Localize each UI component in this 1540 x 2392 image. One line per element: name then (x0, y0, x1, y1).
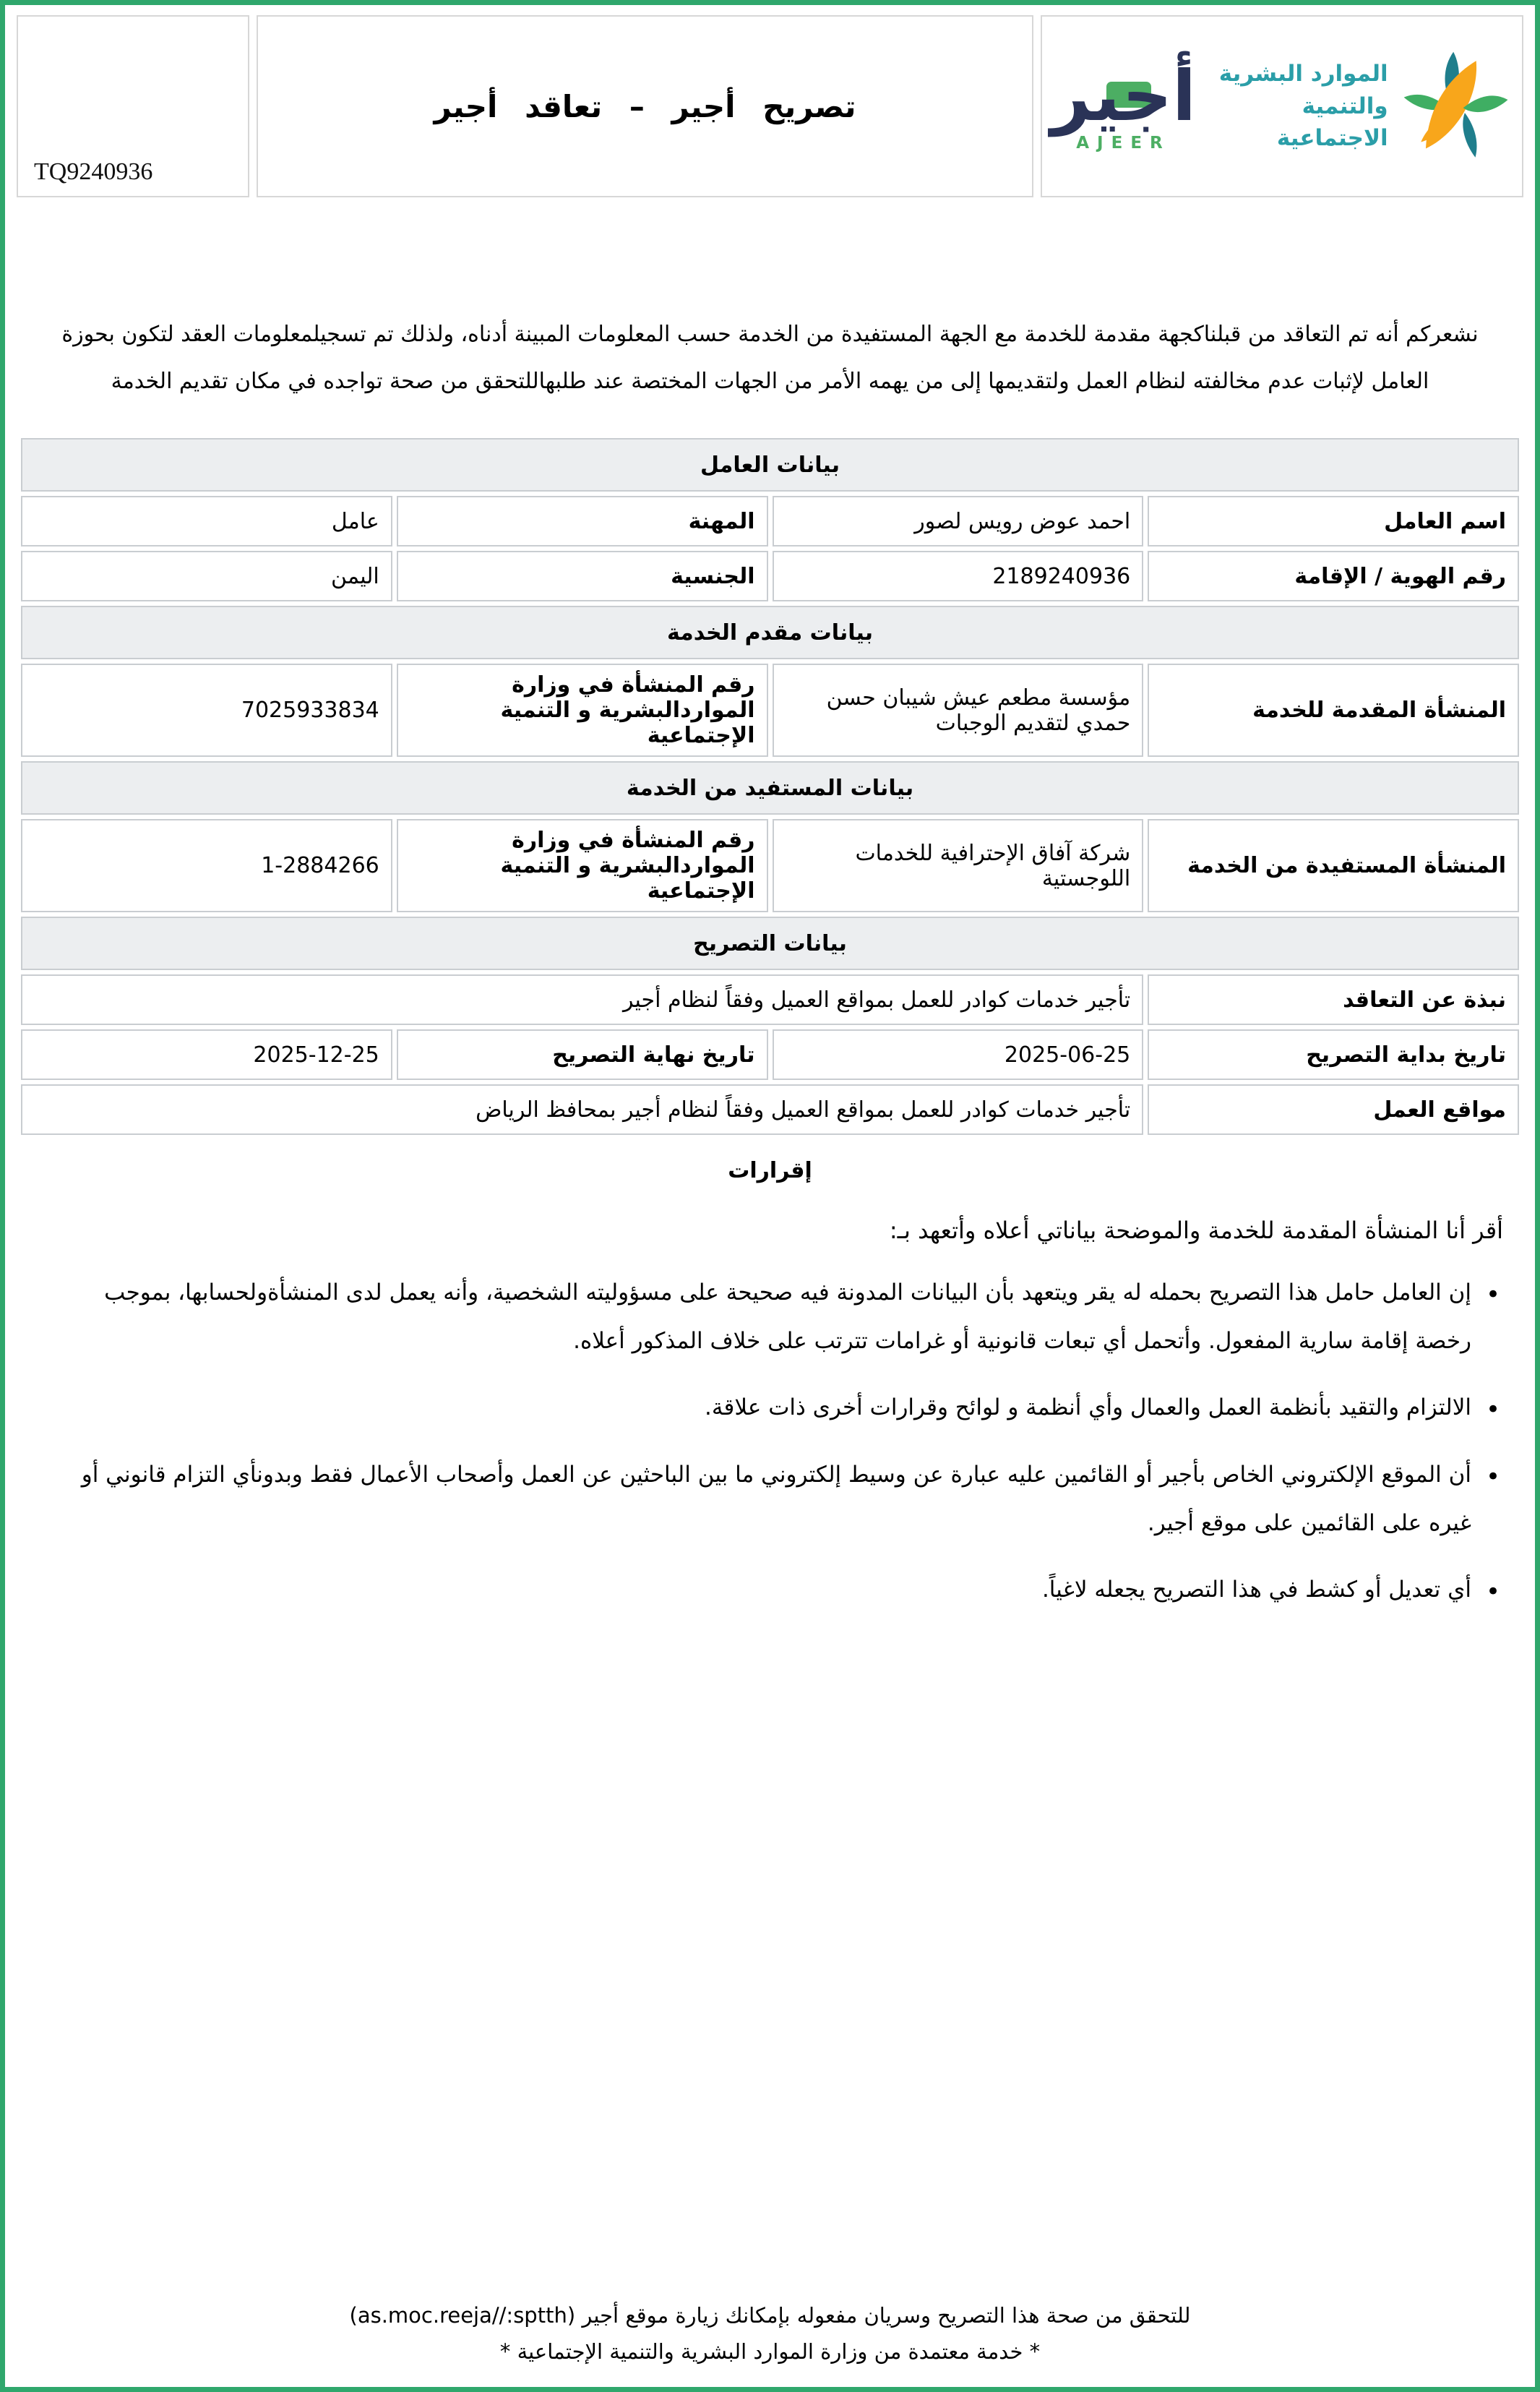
permit-start-value: 2025-06-25 (773, 1029, 1144, 1080)
permit-end-label: تاريخ نهاية التصريح (397, 1029, 768, 1080)
permit-data-table (17, 434, 1523, 1139)
permit-locations-value: تأجير خدمات كوادر للعمل بمواقع العميل وفقاً لنظام أجير بمحافظ الرياض (21, 1084, 1143, 1135)
provider-number-label: رقم المنشأة في وزارة المواردالبشرية و التنمية الإجتماعية (397, 664, 768, 757)
table-row (21, 496, 1519, 546)
beneficiary-name-label: المنشأة المستفيدة من الخدمة (1148, 819, 1519, 912)
provider-name-value: مؤسسة مطعم عيش شيبان حسن حمدي لتقديم الوجبات (773, 664, 1144, 757)
permit-summary-value: تأجير خدمات كوادر للعمل بمواقع العميل وفقاً لنظام أجير (21, 974, 1143, 1025)
ajeer-wordmark-icon: أجير (1051, 55, 1196, 137)
permit-summary-label: نبذة عن التعاقد (1148, 974, 1519, 1025)
provider-number-value: 7025933834 (21, 664, 392, 757)
mhrsd-palm-emblem-icon (1400, 46, 1513, 167)
worker-nationality-label: الجنسية (397, 551, 768, 601)
provider-section-title: بيانات مقدم الخدمة (21, 606, 1519, 659)
worker-name-label: اسم العامل (1148, 496, 1519, 546)
permit-end-value: 2025-12-25 (21, 1029, 392, 1080)
table-row (21, 551, 1519, 601)
declaration-item: • إن العامل حامل هذا التصريح بحمله له يقر ويتعهد بأن البيانات المدونة فيه صحيحة على مسؤوليته الشخصية، وأنه يعمل لدى المنشأةولحسابها، بموجب رخصة إقامة سارية المفعول. وأتحمل أي تبعات قانونية أو غرامات تترتب على خلاف المذكور أعلاه. (70, 1269, 1503, 1365)
beneficiary-section-row (21, 761, 1519, 815)
ministry-logo (1196, 46, 1513, 167)
ajeer-latin-label: AJEER (1076, 134, 1171, 153)
table-row (21, 664, 1519, 757)
table-row (21, 974, 1519, 1025)
worker-id-label: رقم الهوية / الإقامة (1148, 551, 1519, 601)
ministry-name-line2: والتنمية الاجتماعية (1276, 93, 1388, 152)
ajeer-logo (1051, 55, 1196, 153)
verify-line: للتحقق من صحة هذا التصريح وسريان مفعوله بإمكانك زيارة موقع أجير (as.moc.reeja//:sptth) (349, 2303, 1191, 2328)
declaration-item: • أن الموقع الإلكتروني الخاص بأجير أو القائمين عليه عبارة عن وسيط إلكتروني ما بين الباحثين عن العمل وأصحاب الأعمال فقط وبدونأي التزام قانوني أو غيره على القائمين على موقع أجير. (70, 1451, 1503, 1547)
document-header (17, 15, 1523, 197)
permit-section-title: بيانات التصريح (21, 917, 1519, 970)
beneficiary-name-value: شركة آفاق الإحترافية للخدمات اللوجستية (773, 819, 1144, 912)
declarations-list (70, 1269, 1503, 1614)
declaration-item: • أي تعديل أو كشط في هذا التصريح يجعله لاغياً. (70, 1566, 1503, 1614)
ministry-name-line1: الموارد البشرية (1218, 60, 1388, 87)
title-box (257, 15, 1033, 197)
beneficiary-number-value: 1-2884266 (21, 819, 392, 912)
declarations-intro: أقر أنا المنشأة المقدمة للخدمة والموضحة بياناتي أعلاه وأتعهد بـ: (889, 1217, 1503, 1244)
page-title: تصريح أجير – تعاقد أجير (434, 88, 856, 124)
beneficiary-section-title: بيانات المستفيد من الخدمة (21, 761, 1519, 815)
declaration-item: • الالتزام والتقيد بأنظمة العمل والعمال وأي أنظمة و لوائح وقرارات أخرى ذات علاقة. (70, 1384, 1503, 1432)
permit-section-row (21, 917, 1519, 970)
table-row (21, 1029, 1519, 1080)
permit-start-label: تاريخ بداية التصريح (1148, 1029, 1519, 1080)
provider-section-row (21, 606, 1519, 659)
intro-paragraph: نشعركم أنه تم التعاقد من قبلناكجهة مقدمة للخدمة مع الجهة المستفيدة من الخدمة حسب المعلومات المبينة أدناه، ولذلك تم تسجيلمعلومات العقد لتكون بحوزة العامل لإثبات عدم مخالفته لنظام العمل ولتقديمها إلى من يهمه الأمر من الجهات المختصة عند طلبهاللتحقق من صحة تواجده في مكان تقديم الخدمة (61, 322, 1479, 394)
worker-id-value: 2189240936 (773, 551, 1144, 601)
worker-section-title: بيانات العامل (21, 438, 1519, 492)
permit-number-box (17, 15, 249, 197)
logos-box (1041, 15, 1523, 197)
ministry-name (1196, 58, 1388, 155)
approved-line: * خدمة معتمدة من وزارة الموارد البشرية والتنمية الإجتماعية * (499, 2339, 1041, 2364)
worker-name-value: احمد عوض رويس لصور (773, 496, 1144, 546)
permit-locations-label: مواقع العمل (1148, 1084, 1519, 1135)
worker-section-row (21, 438, 1519, 492)
worker-profession-label: المهنة (397, 496, 768, 546)
table-row (21, 819, 1519, 912)
declarations-heading: إقرارات (728, 1158, 812, 1183)
provider-name-label: المنشأة المقدمة للخدمة (1148, 664, 1519, 757)
document-footer (5, 2292, 1535, 2375)
table-row (21, 1084, 1519, 1135)
worker-nationality-value: اليمن (21, 551, 392, 601)
permit-number: TQ9240936 (34, 158, 153, 185)
beneficiary-number-label: رقم المنشأة في وزارة المواردالبشرية و التنمية الإجتماعية (397, 819, 768, 912)
worker-profession-value: عامل (21, 496, 392, 546)
